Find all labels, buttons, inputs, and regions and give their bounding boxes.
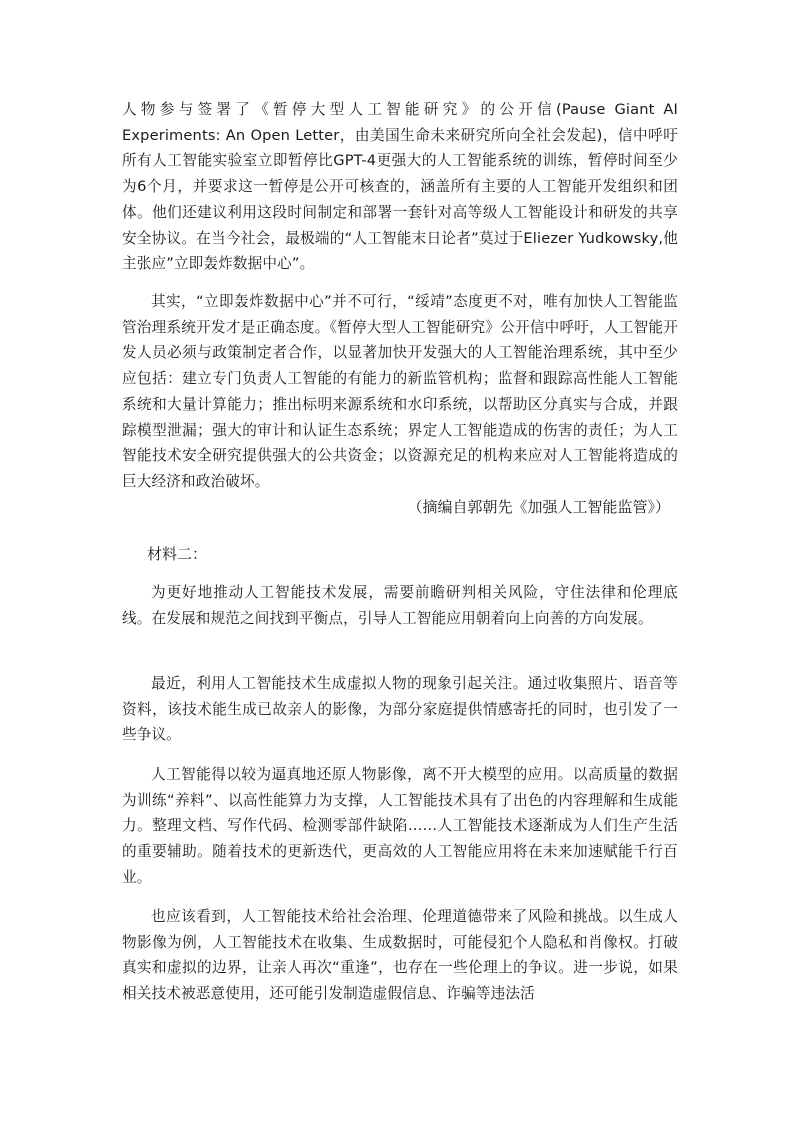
paragraph-risks-challenges: 也应该看到，人工智能技术给社会治理、伦理道德带来了风险和挑战。以生成人物影像为例，人工智能技术在收集、生成数据时，可能侵犯个人隐私和肖像权。打破真实和虚拟的边界，让亲人再次“重逢”，也存在一些伦理上的争议。进一步说，如果相关技术被恶意使用，还可能引发制造虚假信息、诈骗等违法活 [122,908,678,1003]
section-heading-material-two: 材料二： [147,545,208,563]
source-citation: （摘编自郭朝先《加强人工智能监管》） [407,498,670,516]
paragraph-open-letter-intro: 人物参与签署了《暂停大型人工智能研究》的公开信(Pause Giant AI Experiments: An Open Letter，由美国生命未来研究所向全社会发起)，信中呼吁所有人工智能实验室立即暂停比GPT-4更强大的人工智能系统的训练，暂停时间至少为6个月，并要求这一暂停是公开可核查的，涵盖所有主要的人工智能开发组织和团体。他们还建议利用这段时间制定和部署一套针对高等级人工智能设计和研发的共享安全协议。在当今社会，最极端的“人工智能末日论者”莫过于Eliezer Yudkowsky,他主张应”立即轰炸数据中心”。 [122,101,678,273]
paragraph-virtual-figures: 最近，利用人工智能技术生成虚拟人物的现象引起关注。通过收集照片、语音等资料，该技术能生成已故亲人的影像，为部分家庭提供情感寄托的同时，也引发了一些争议。 [122,675,678,744]
paragraph-regulation-attitude: 其实，“立即轰炸数据中心”并不可行，“绥靖”态度更不对，唯有加快人工智能监管治理系统开发才是正确态度。《暂停大型人工智能研究》公开信中呼吁，人工智能开发人员必须与政策制定者合作，以显著加快开发强大的人工智能治理系统，其中至少应包括：建立专门负责人工智能的有能力的新监管机构；监督和跟踪高性能人工智能系统和大量计算能力；推出标明来源系统和水印系统，以帮助区分真实与合成，并跟踪模型泄漏；强大的审计和认证生态系统；界定人工智能造成的伤害的责任；为人工智能技术安全研究提供强大的公共资金；以资源充足的机构来应对人工智能将造成的巨大经济和政治破坏。 [122,293,678,490]
paragraph-large-models: 人工智能得以较为逼真地还原人物影像，离不开大模型的应用。以高质量的数据为训练“养料”、以高性能算力为支撑，人工智能技术具有了出色的内容理解和生成能力。整理文档、写作代码、检测零部件缺陷……人工智能技术逐渐成为人们生产生活的重要辅助。随着技术的更新迭代，更高效的人工智能应用将在未来加速赋能千行百业。 [122,766,678,886]
paragraph-risk-assessment: 为更好地推动人工智能技术发展，需要前瞻研判相关风险，守住法律和伦理底线。在发展和规范之间找到平衡点，引导人工智能应用朝着向上向善的方向发展。 [122,584,678,627]
